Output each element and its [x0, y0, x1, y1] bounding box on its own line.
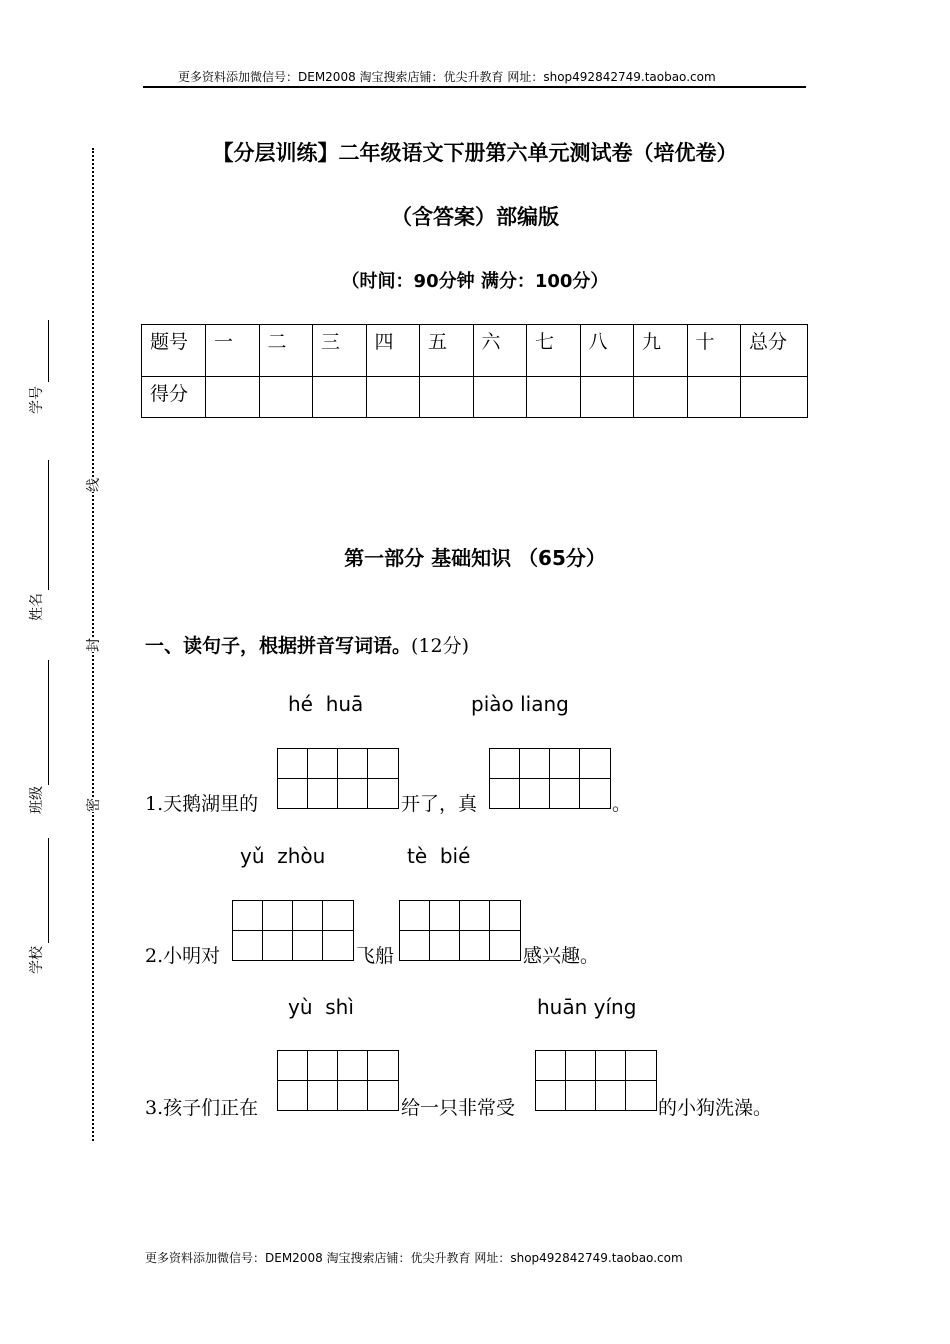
score-table	[141, 324, 808, 418]
writing-grid-1a[interactable]	[277, 748, 399, 809]
margin-class-label: 班级	[29, 786, 45, 814]
exam-title-line1: 【分层训练】二年级语文下册第六单元测试卷（培优卷）	[212, 141, 738, 165]
item-3-middle: 给一只非常受	[401, 1097, 516, 1119]
score-header-cell: 二	[259, 325, 313, 377]
score-header-cell: 五	[420, 325, 474, 377]
item-1-before: 1.天鹅湖里的	[145, 793, 259, 815]
score-header-cell: 题号	[142, 325, 206, 377]
item-2-after: 感兴趣。	[523, 945, 600, 967]
question-1-points: (12分)	[411, 635, 470, 657]
margin-name-label: 姓名	[29, 593, 45, 621]
score-table-header-row	[142, 325, 808, 377]
score-header-cell: 总分	[741, 325, 808, 377]
writing-grid-2b[interactable]	[399, 900, 521, 961]
score-row-label: 得分	[142, 377, 206, 418]
score-cell[interactable]	[259, 377, 313, 418]
margin-class-blank	[48, 660, 49, 785]
question-1-text: 一、读句子，根据拼音写词语。	[145, 635, 412, 657]
score-header-cell: 七	[527, 325, 581, 377]
pinyin-1b: piào liang	[471, 692, 569, 716]
item-1-middle: 开了，真	[401, 793, 478, 815]
score-cell[interactable]	[687, 377, 741, 418]
score-cell[interactable]	[206, 377, 260, 418]
section-title: 第一部分 基础知识 （65分）	[344, 546, 606, 570]
writing-grid-3b[interactable]	[535, 1050, 657, 1111]
item-1-after: 。	[612, 793, 632, 815]
score-header-cell: 八	[580, 325, 634, 377]
score-cell[interactable]	[366, 377, 420, 418]
score-cell[interactable]	[313, 377, 367, 418]
margin-seal-feng: 封	[83, 638, 103, 652]
score-header-cell: 四	[366, 325, 420, 377]
margin-student-no-label: 学号	[29, 386, 45, 414]
score-cell[interactable]	[580, 377, 634, 418]
margin-student-no-blank	[48, 320, 49, 382]
question-1-title	[145, 631, 469, 658]
margin-school-label: 学校	[29, 946, 45, 974]
score-table-score-row	[142, 377, 808, 418]
item-2-before: 2.小明对	[145, 945, 221, 967]
page-footer: 更多资料添加微信号：DEM2008 淘宝搜索店铺：优尖升教育 网址：shop492842749.taobao.com	[145, 1251, 683, 1265]
writing-grid-2a[interactable]	[232, 900, 354, 961]
item-3-before: 3.孩子们正在	[145, 1097, 259, 1119]
pinyin-3a: yù shì	[288, 995, 354, 1019]
pinyin-2a: yǔ zhòu	[240, 844, 326, 868]
score-header-cell: 三	[313, 325, 367, 377]
score-cell[interactable]	[634, 377, 688, 418]
item-3-after: 的小狗洗澡。	[658, 1097, 773, 1119]
exam-time-info: （时间：90分钟 满分：100分）	[341, 271, 609, 292]
margin-seal-xian: 线	[83, 478, 103, 492]
score-cell[interactable]	[473, 377, 527, 418]
pinyin-2b: tè bié	[407, 844, 471, 868]
writing-grid-1b[interactable]	[489, 748, 611, 809]
pinyin-1a: hé huā	[288, 692, 364, 716]
writing-grid-3a[interactable]	[277, 1050, 399, 1111]
page-header: 更多资料添加微信号：DEM2008 淘宝搜索店铺：优尖升教育 网址：shop492842749.taobao.com	[178, 70, 716, 84]
exam-title-line2: （含答案）部编版	[391, 205, 559, 229]
pinyin-3b: huān yíng	[537, 995, 637, 1019]
margin-school-blank	[48, 838, 49, 943]
item-2-middle: 飞船	[356, 945, 395, 967]
header-rule	[143, 86, 806, 88]
margin-seal-mi: 密	[83, 798, 103, 812]
score-cell[interactable]	[741, 377, 808, 418]
score-header-cell: 十	[687, 325, 741, 377]
score-header-cell: 九	[634, 325, 688, 377]
score-header-cell: 一	[206, 325, 260, 377]
score-header-cell: 六	[473, 325, 527, 377]
score-cell[interactable]	[420, 377, 474, 418]
score-cell[interactable]	[527, 377, 581, 418]
